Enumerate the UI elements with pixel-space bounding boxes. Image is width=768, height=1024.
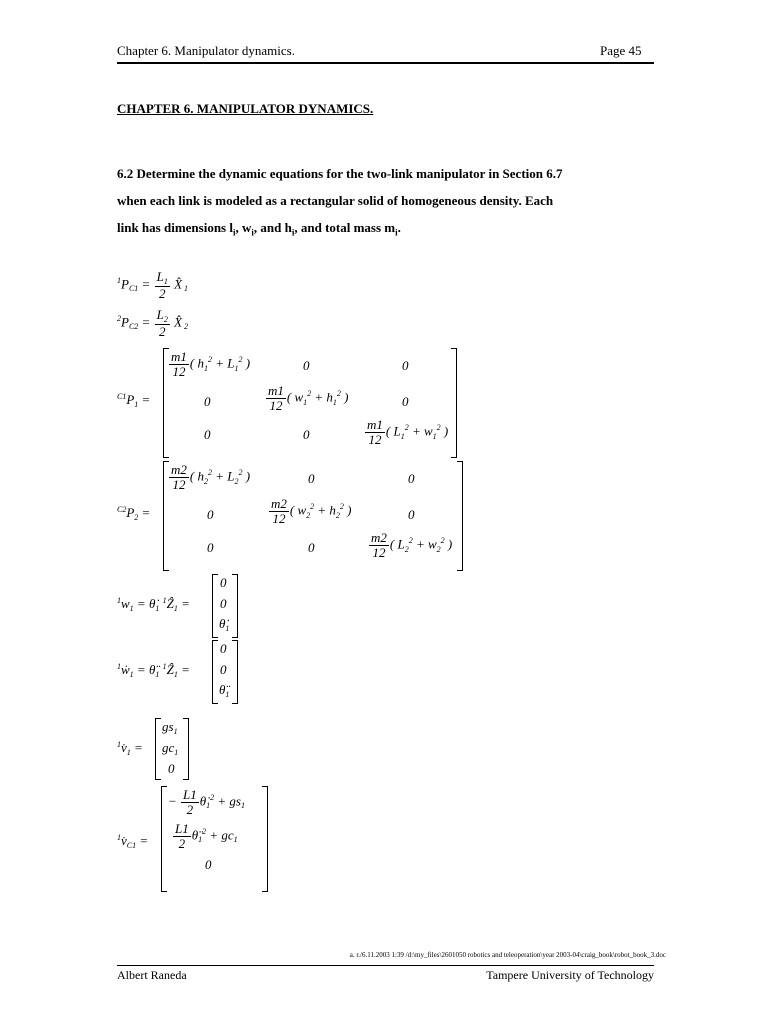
equation-p-c1: $^1P_{C1}$ = $\frac{L_1}{2}$ X̂ $_1$ <box>117 269 189 301</box>
problem-line-3: link has dimensions $l_i$, $w_i$, and $h_i$, and total mass $m_i$. <box>117 220 401 238</box>
equation-p-c2: $^2P_{C2}$ = $\frac{L_2}{2}$ X̂ $_2$ <box>117 307 189 339</box>
problem-line-1: 6.2 Determine the dynamic equations for the two-link manipulator in Section 6.7 <box>117 166 563 181</box>
footer-author: Albert Raneda <box>117 968 187 982</box>
header-rule <box>117 62 654 64</box>
problem-statement <box>117 160 657 247</box>
page-number: Page 45 <box>600 43 642 58</box>
running-header-chapter: Chapter 6. Manipulator dynamics. <box>117 43 295 58</box>
footer-rule <box>117 965 654 966</box>
file-path-note: a. r./6.11.2003 1:39 /d:\my_files\2601050 robotics and teleoperation\year 2003-04\craig_book\robot_book_3.doc <box>349 951 666 959</box>
problem-line-2: when each link is modeled as a rectangular solid of homogeneous density. Each <box>117 193 554 208</box>
chapter-title: CHAPTER 6. MANIPULATOR DYNAMICS. <box>117 101 374 116</box>
footer-institution: Tampere University of Technology <box>486 968 654 982</box>
